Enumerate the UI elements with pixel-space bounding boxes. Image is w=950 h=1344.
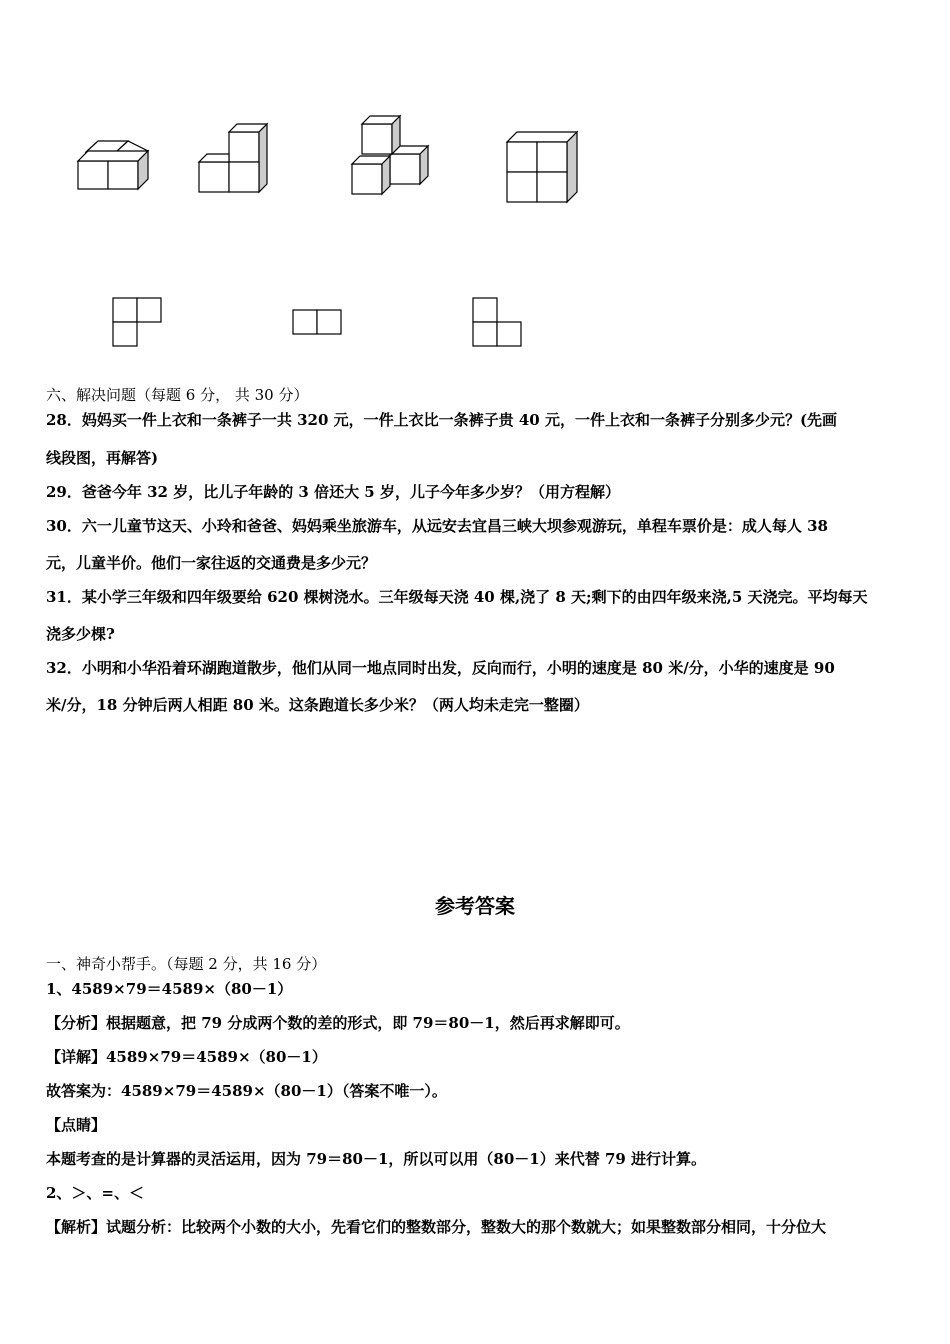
answer-1-detail: 【详解】4589×79＝4589×（80－1） [46, 1048, 327, 1066]
answer-1: 1、4589×79＝4589×（80－1） [46, 980, 293, 998]
answer-1-analysis: 【分析】根据题意，把 79 分成两个数的差的形式，即 79＝80－1，然后再求解即可。 [46, 1014, 630, 1032]
question-31-cont: 浇多少棵? [46, 625, 115, 643]
question-28-cont: 线段图，再解答) [46, 449, 159, 467]
answer-1-note: 本题考查的是计算器的灵活运用，因为 79＝80－1，所以可以用（80－1）来代替 79 进行计算。 [46, 1150, 707, 1168]
question-29: 29．爸爸今年 32 岁，比儿子年龄的 3 倍还大 5 岁，儿子今年多少岁？（用方程解） [46, 483, 620, 501]
question-30: 30．六一儿童节这天、小玲和爸爸、妈妈乘坐旅游车，从远安去宜昌三峡大坝参观游玩，单程车票价是：成人每人 38 [46, 517, 828, 535]
answers-title: 参考答案 [435, 894, 515, 918]
view-figure-a [112, 297, 164, 347]
solid-figure-1 [76, 138, 152, 194]
solid-figure-2 [197, 122, 271, 196]
answer-1-result: 故答案为：4589×79＝4589×（80－1）（答案不唯一）。 [46, 1082, 447, 1100]
question-32-cont: 米/分，18 分钟后两人相距 80 米。这条跑道长多少米？（两人均未走完一整圈） [46, 696, 589, 714]
answer-2-analysis: 【解析】试题分析：比较两个小数的大小，先看它们的整数部分，整数大的那个数就大；如果整数部分相同，十分位大 [46, 1218, 827, 1236]
answer-2: 2、＞、=、＜ [46, 1184, 145, 1202]
question-32: 32．小明和小华沿着环湖跑道散步，他们从同一地点同时出发，反向而行，小明的速度是 80 米/分，小华的速度是 90 [46, 659, 835, 677]
solid-figure-3 [350, 114, 434, 198]
question-30-cont: 元，儿童半价。他们一家往返的交通费是多少元？ [46, 554, 377, 572]
view-figure-b [292, 309, 344, 335]
view-figure-c [472, 297, 524, 347]
question-31: 31．某小学三年级和四年级要给 620 棵树浇水。三年级每天浇 40 棵,浇了 8 天;剩下的由四年级来浇,5 天浇完。平均每天 [46, 588, 868, 606]
answers-section-heading: 一、神奇小帮手。（每题 2 分，共 16 分） [46, 955, 327, 973]
question-28: 28．妈妈买一件上衣和一条裤子一共 320 元，一件上衣比一条裤子贵 40 元，一件上衣和一条裤子分别多少元？(先画 [46, 411, 838, 429]
section-heading: 六、解决问题（每题 6 分， 共 30 分） [46, 386, 309, 404]
answer-1-note-label: 【点睛】 [46, 1116, 107, 1134]
solid-figure-4 [505, 130, 581, 206]
